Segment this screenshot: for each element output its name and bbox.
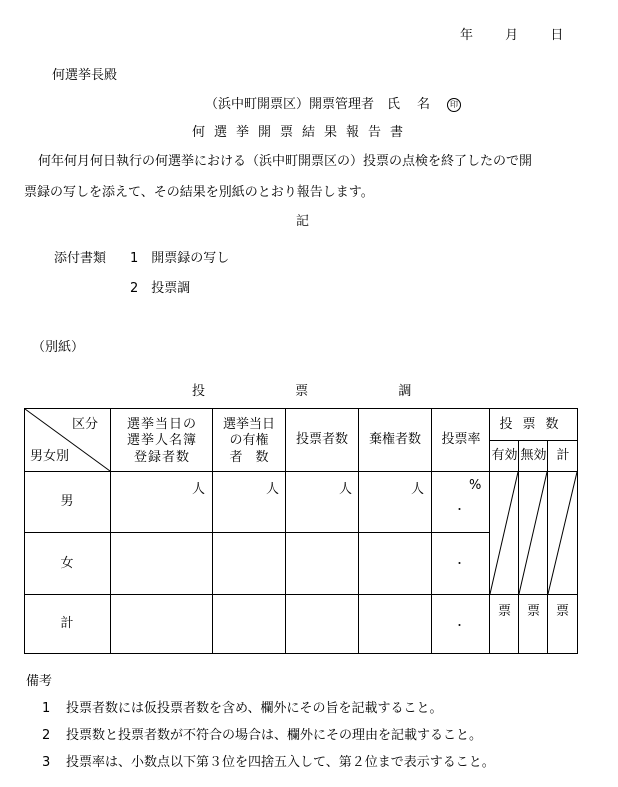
unit-vote-valid: 票 <box>498 604 512 619</box>
body-line-1: 何年何月何日執行の何選挙における（浜中町開票区の）投票の点検を終了したので開 <box>38 154 533 169</box>
header-col-eligible-line-3: 者 数 <box>229 449 269 465</box>
document-title: 何選挙開票結果報告書 <box>192 125 413 140</box>
header-sub-total: 計 <box>556 448 570 463</box>
header-danjo: 男女別 <box>30 449 70 464</box>
unit-person-eligible: 人 <box>266 482 280 497</box>
header-col-eligible <box>214 417 284 466</box>
header-col-registered <box>114 417 210 466</box>
ki-heading: 記 <box>296 214 310 229</box>
note-item-2 <box>42 724 482 743</box>
addressee: 何選挙長殿 <box>52 68 118 83</box>
annex-label: （別紙） <box>32 340 85 355</box>
table-title-char-2: 票 <box>295 384 309 399</box>
row-label-female: 女 <box>60 556 74 571</box>
unit-vote-invalid: 票 <box>527 604 541 619</box>
note-num-2: 2 <box>42 728 51 743</box>
note-item-1 <box>42 697 442 716</box>
body-line-2: 票録の写しを添えて、その結果を別紙のとおり報告します。 <box>24 185 374 200</box>
turnout-dot-male: ・ <box>454 503 465 516</box>
date-month: 月 <box>505 28 519 43</box>
header-kubun: 区分 <box>72 417 99 432</box>
header-col-registered-line-3: 登録者数 <box>133 449 190 465</box>
sender-name-char: 名 <box>417 97 431 112</box>
notes-heading: 備考 <box>26 674 53 689</box>
row-label-total: 計 <box>60 616 74 631</box>
date-day: 日 <box>550 28 564 43</box>
attachment-item-2: 2 投票調 <box>130 281 191 296</box>
note-text-2: 投票数と投票者数が不符合の場合は、欄外にその理由を記載すること。 <box>66 728 483 743</box>
row-label-male: 男 <box>60 494 74 509</box>
table-title-char-1: 投 <box>192 384 206 399</box>
note-text-1: 投票者数には仮投票者数を含め、欄外にその旨を記載すること。 <box>66 701 443 716</box>
header-col-abstain: 棄権者数 <box>368 432 421 447</box>
note-item-3 <box>42 751 495 770</box>
attachment-item-1: 1 開票録の写し <box>130 251 230 266</box>
header-col-votes: 投票数 <box>499 417 569 432</box>
header-col-eligible-line-2: の有権 <box>229 433 269 449</box>
unit-person-abstain: 人 <box>411 482 425 497</box>
note-num-3: 3 <box>42 755 51 770</box>
unit-percent: % <box>469 478 482 493</box>
header-col-voters: 投票者数 <box>295 432 348 447</box>
header-col-turnout: 投票率 <box>441 432 481 447</box>
date-line <box>460 24 563 43</box>
invalid-slash <box>519 472 547 594</box>
header-col-eligible-line-1: 選挙当日 <box>222 417 275 432</box>
seal-icon: 印 <box>447 98 461 112</box>
turnout-dot-total: ・ <box>454 619 465 632</box>
header-col-registered-line-1: 選挙当日の <box>126 417 197 432</box>
table-title-char-3: 調 <box>398 384 412 399</box>
date-year: 年 <box>460 28 474 43</box>
turnout-dot-female: ・ <box>454 557 465 570</box>
header-sub-valid: 有効 <box>491 448 518 463</box>
table-title <box>192 380 411 399</box>
unit-person-voters: 人 <box>339 482 353 497</box>
unit-person-registered: 人 <box>192 482 206 497</box>
header-sub-invalid: 無効 <box>520 448 547 463</box>
total-slash <box>548 472 577 594</box>
attachments-heading: 添付書類 <box>54 251 107 266</box>
sender-line <box>205 93 461 112</box>
unit-vote-total: 票 <box>556 604 570 619</box>
note-text-3: 投票率は、小数点以下第３位を四捨五入して、第２位まで表示すること。 <box>66 755 495 770</box>
vote-table <box>24 408 578 654</box>
note-num-1: 1 <box>42 701 51 716</box>
header-col-registered-line-2: 選挙人名簿 <box>126 433 197 449</box>
valid-slash <box>490 472 518 594</box>
sender-org: （浜中町開票区）開票管理者 氏 <box>205 97 401 112</box>
